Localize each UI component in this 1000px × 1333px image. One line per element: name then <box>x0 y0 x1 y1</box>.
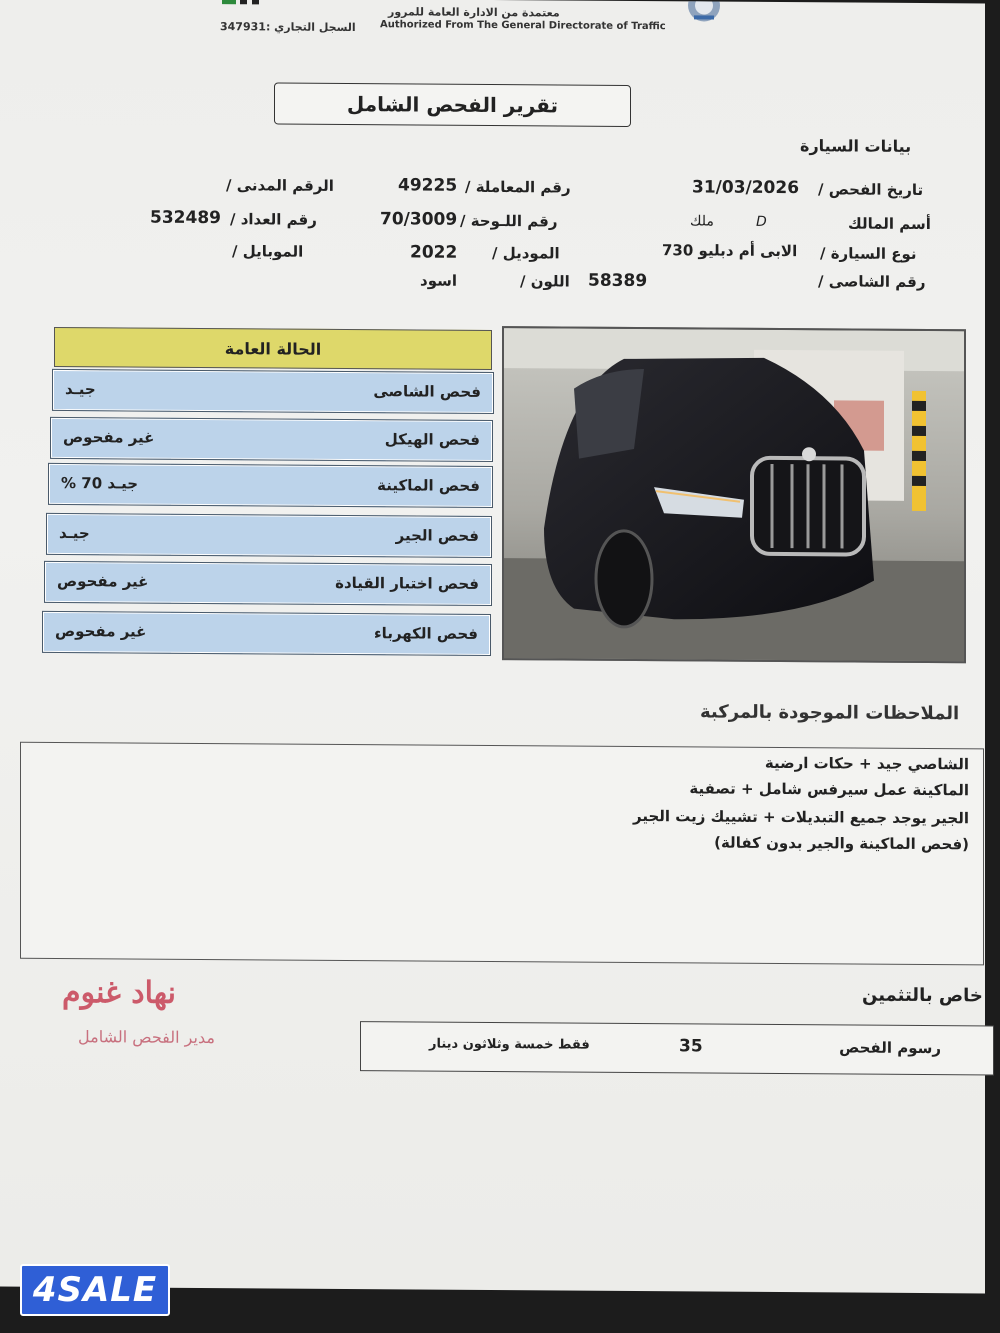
car-photo-illustration <box>504 328 964 661</box>
status-value: غير مفحوص <box>55 621 147 641</box>
authority-english: Authorized From The General Directorate of Traffic <box>380 19 666 33</box>
traffic-emblem-icon <box>676 1 732 23</box>
vehicle-section-heading: بيانات السيارة <box>800 136 912 156</box>
status-label: فحص الجير <box>395 526 479 545</box>
model-label: الموديل / <box>492 243 560 263</box>
fee-box <box>360 1021 994 1075</box>
transaction-label: رقم المعاملة / <box>465 177 571 197</box>
notes-box <box>20 742 984 966</box>
owner-value: D <box>756 213 767 230</box>
model-value: 2022 <box>410 242 458 263</box>
notes-heading: الملاحظات الموجودة بالمركبة <box>700 701 960 725</box>
owner-label: أسم المالك <box>848 214 931 234</box>
manager-title: مدير الفحص الشامل <box>78 1027 215 1048</box>
chassis-label: رقم الشاصى / <box>818 272 926 292</box>
color-value: اسود <box>420 271 457 290</box>
report-title: تقرير الفحص الشامل <box>274 82 631 126</box>
exam-date-value: 31/03/2026 <box>692 177 800 199</box>
status-label: فحص اختبار القيادة <box>335 573 479 593</box>
odometer-value: 532489 <box>150 207 221 229</box>
company-logo-icon <box>222 0 282 13</box>
civil-id-label: الرقم المدنى / <box>226 176 334 195</box>
pricing-heading: خاص بالتثمين <box>862 984 983 1007</box>
status-label: فحص الكهرباء <box>374 624 478 643</box>
status-value: غير مفحوص <box>63 428 155 447</box>
status-row-electrical <box>42 611 491 656</box>
status-value: جيـد <box>59 523 90 543</box>
car-type-label: نوع السيارة / <box>820 244 917 263</box>
commercial-registry: السجل التجاري :347931 <box>220 20 356 35</box>
fee-label: رسوم الفحص <box>839 1038 941 1058</box>
car-photo <box>502 326 966 663</box>
manager-signature: نهاد غنوم <box>62 974 176 1011</box>
exam-date-label: تاريخ الفحص / <box>818 180 924 200</box>
note-line: الجير يوجد جميع التبديلات + تشييك زيت الجير <box>633 806 969 828</box>
status-value: غير مفحوص <box>57 571 149 591</box>
note-line: الماكينة عمل سيرفس شامل + تصفية <box>689 779 969 800</box>
general-status-heading: الحالة العامة <box>54 327 492 370</box>
status-label: فحص الهيكل <box>384 430 480 449</box>
owner-value-2: ملك <box>690 213 714 230</box>
status-label: فحص الشاصى <box>373 382 481 401</box>
color-label: اللون / <box>520 272 570 291</box>
watermark-text: 4SALE <box>32 1270 158 1310</box>
note-line: (فحص الماكينة والجير بدون كفالة) <box>714 833 969 854</box>
status-row-test-drive <box>44 561 492 606</box>
status-row-chassis <box>52 369 494 414</box>
status-value: جيـد 70 % <box>61 473 139 493</box>
chassis-value: 58389 <box>588 270 648 292</box>
authority-arabic: معتمدة من الادارة العامة للمرور <box>388 5 560 20</box>
status-value: جيـد <box>65 380 96 399</box>
4sale-watermark-logo <box>20 1264 170 1316</box>
mobile-label: الموبايل / <box>232 242 304 261</box>
general-status-panel <box>50 327 495 643</box>
note-line: الشاصي جيد + حكات ارضية <box>764 753 969 774</box>
status-label: فحص الماكينة <box>377 476 480 495</box>
status-row-engine <box>48 463 493 508</box>
fee-in-words: فقط خمسة وثلاثون دينار <box>429 1036 590 1053</box>
car-type-value: الابى أم دبليو 730 <box>662 241 798 261</box>
odometer-label: رقم العداد / <box>230 210 317 229</box>
fee-value: 35 <box>679 1036 703 1057</box>
status-row-gearbox <box>46 513 492 558</box>
plate-label: رقم اللـوحة / <box>460 211 558 231</box>
transaction-value: 49225 <box>398 175 458 196</box>
plate-value: 70/3009 <box>380 209 458 230</box>
status-row-body <box>50 417 493 462</box>
